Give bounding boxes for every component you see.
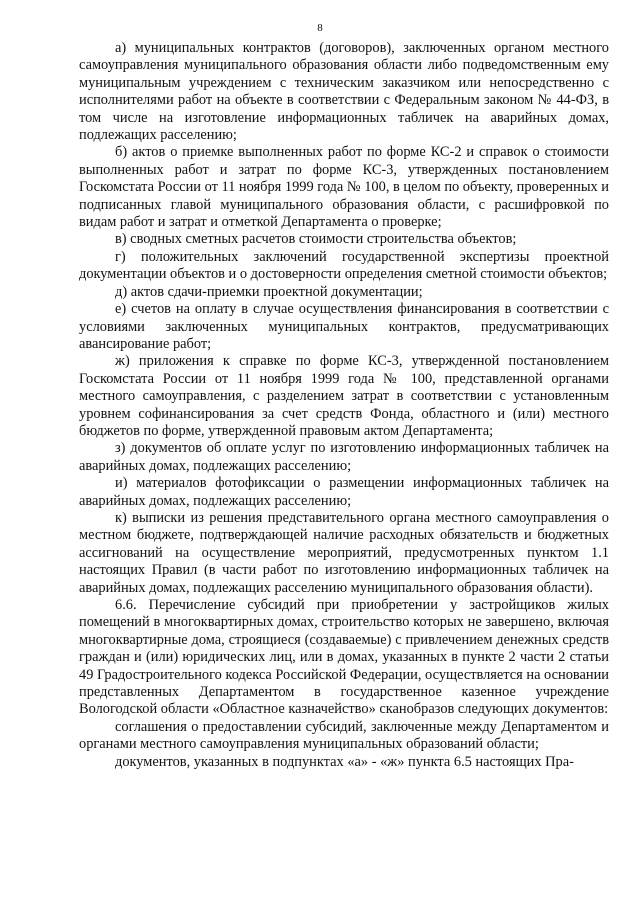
paragraph-6-6: 6.6. Перечисление субсидий при приобретении у застройщиков жилых помещений в многоквартирных домах, строительство которых не завершено, включая многоквартирные дома, строящиеся (создаваемые) с привлечением денежных средств граждан и (или) юридических лиц, или в домах, указанных в пункте 2 части 2 статьи 49 Градостроительного кодекса Российской Федерации, осуществляется на основании представленных Департаментом в государственное казенное учреждение Вологодской области «Областное казначейство» сканобразов следующих документов:	[79, 597, 609, 718]
paragraph-agreements: соглашения о предоставлении субсидий, заключенные между Департаментом и органами местного самоуправления муниципальных образований области;	[79, 718, 609, 753]
paragraph-d: д) актов сдачи-приемки проектной документации;	[115, 283, 423, 300]
paragraph-z: з) документов об оплате услуг по изготовлению информационных табличек на аварийных домах, подлежащих расселению;	[79, 440, 609, 474]
paragraph-a: а) муниципальных контрактов (договоров), заключенных органом местного самоуправления муниципального образования области либо подведомственным ему муниципальным учреждением с техническим заказчиком или непосредственно с исполнителями работ на объекте в соответствии с Федеральным законом № 44-ФЗ, в том числе на изготовление информационных табличек на аварийных домах, подлежащих расселению;	[79, 40, 609, 144]
paragraph-zh: ж) приложения к справке по форме КС-3, утвержденной постановлением Госкомстата России от 11 ноября 1999 года № 100, представленной органами местного самоуправления, с разделением затрат в соответствии с установленным уровнем софинансирования за счет средств Фонда, областного и (или) местного бюджетов по форме, утвержденной правовым актом Департамента;	[79, 353, 609, 439]
paragraph-g: г) положительных заключений государственной экспертизы проектной документации объектов и о достоверности определения сметной стоимости объектов;	[79, 248, 609, 283]
paragraph-i: и) материалов фотофиксации о размещении информационных табличек на аварийных домах, подлежащих расселению;	[79, 475, 609, 509]
page-number: 8	[317, 22, 323, 34]
paragraph-v: в) сводных сметных расчетов стоимости строительства объектов;	[115, 231, 517, 248]
paragraph-k: к) выписки из решения представительного органа местного самоуправления о местном бюджете, подтверждающей наличие расходных обязательств и бюджетных ассигнований на осуществление мероприятий, предусмотренных пунктом 1.1 настоящих Правил (в части работ по изготовлению информационных табличек на аварийных домах, подлежащих расселению муниципального образования области).	[79, 509, 609, 596]
paragraph-b: б) актов о приемке выполненных работ по форме КС-2 и справок о стоимости выполненных работ и затрат по форме КС-3, утвержденных постановлением Госкомстата России от 11 ноября 1999 года № 100, в целом по объекту, проверенных и подписанных главой муниципального образования области, с расшифровкой по видам работ и затрат и отметкой Департамента о проверке;	[79, 144, 609, 231]
paragraph-documents: документов, указанных в подпунктах «а» - «ж» пункта 6.5 настоящих Пра-	[115, 753, 574, 770]
paragraph-e: е) счетов на оплату в случае осуществления финансирования в соответствии с условиями заключенных муниципальных контрактов, предусматривающих авансирование работ;	[79, 301, 609, 352]
document-body	[79, 40, 609, 771]
